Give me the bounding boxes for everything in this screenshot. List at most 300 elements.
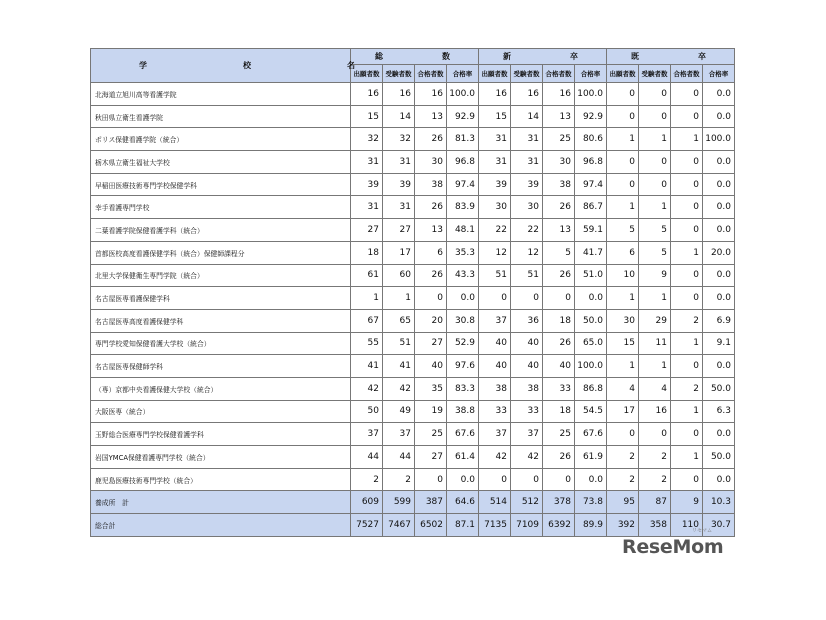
applicants-cell: 51: [479, 264, 511, 287]
examinees-cell: 0: [639, 173, 671, 196]
passed-cell: 16: [415, 83, 447, 106]
passed-cell: 378: [543, 491, 575, 514]
applicants-cell: 31: [479, 151, 511, 174]
pass-rate-cell: 9.1: [703, 332, 735, 355]
passed-cell: 26: [543, 446, 575, 469]
summary-row: [91, 514, 735, 537]
applicants-cell: 609: [351, 491, 383, 514]
applicants-cell: 0: [607, 151, 639, 174]
examinees-cell: 27: [383, 219, 415, 242]
examinees-cell: 512: [511, 491, 543, 514]
pass-rate-cell: 0.0: [703, 264, 735, 287]
examinees-cell: 1: [639, 128, 671, 151]
applicants-cell: 61: [351, 264, 383, 287]
results-table: [90, 48, 735, 537]
passed-cell: 26: [543, 264, 575, 287]
applicants-cell: 17: [607, 400, 639, 423]
pass-rate-cell: 52.9: [447, 332, 479, 355]
passed-cell: 0: [671, 151, 703, 174]
applicants-cell: 50: [351, 400, 383, 423]
school-name-cell: 岩国YMCA保健看護専門学校（統合）: [91, 446, 351, 469]
table-body: [91, 83, 735, 537]
applicants-cell: 27: [351, 219, 383, 242]
passed-cell: 1: [671, 241, 703, 264]
applicants-cell: 16: [351, 83, 383, 106]
pass-rate-cell: 96.8: [447, 151, 479, 174]
school-header-char: 校: [243, 61, 251, 70]
school-name-header: [91, 49, 355, 83]
pass-rate-cell: 97.4: [447, 173, 479, 196]
pass-rate-cell: 20.0: [703, 241, 735, 264]
table-row: [91, 468, 735, 491]
applicants-cell: 31: [479, 128, 511, 151]
school-name-cell: 名古屋医専保健師学科: [91, 355, 351, 378]
applicants-cell: 31: [351, 151, 383, 174]
passed-cell: 387: [415, 491, 447, 514]
school-name-cell: 総合計: [91, 514, 351, 537]
pass-rate-cell: 92.9: [575, 105, 607, 128]
table-row: [91, 128, 735, 151]
examinees-cell: 0: [639, 105, 671, 128]
col-header-examinees: 受験者数: [383, 65, 415, 83]
examinees-cell: 41: [383, 355, 415, 378]
school-name-cell: 専門学校愛知保健看護大学校（統合）: [91, 332, 351, 355]
examinees-cell: 40: [511, 355, 543, 378]
examinees-cell: 31: [383, 196, 415, 219]
passed-cell: 0: [671, 355, 703, 378]
table-row: [91, 446, 735, 469]
school-name-cell: ポリス保健看護学院（統合）: [91, 128, 351, 151]
applicants-cell: 42: [479, 446, 511, 469]
examinees-cell: 0: [511, 287, 543, 310]
pass-rate-cell: 50.0: [703, 377, 735, 400]
applicants-cell: 40: [479, 355, 511, 378]
examinees-cell: 9: [639, 264, 671, 287]
table-row: [91, 332, 735, 355]
table-row: [91, 105, 735, 128]
school-name-cell: 栃木県立衛生福祉大学校: [91, 151, 351, 174]
examinees-cell: 12: [511, 241, 543, 264]
applicants-cell: 1: [607, 196, 639, 219]
pass-rate-cell: 83.3: [447, 377, 479, 400]
applicants-cell: 0: [607, 105, 639, 128]
table-row: [91, 355, 735, 378]
examinees-cell: 49: [383, 400, 415, 423]
resemom-logo: ReseMom: [622, 536, 724, 558]
pass-rate-cell: 0.0: [703, 219, 735, 242]
passed-cell: 0: [671, 287, 703, 310]
pass-rate-cell: 0.0: [703, 105, 735, 128]
passed-cell: 26: [543, 196, 575, 219]
school-name-cell: 玉野総合医療専門学校保健看護学科: [91, 423, 351, 446]
passed-cell: 25: [415, 423, 447, 446]
col-header-passed: 合格者数: [671, 65, 703, 83]
applicants-cell: 18: [351, 241, 383, 264]
passed-cell: 0: [671, 105, 703, 128]
pass-rate-cell: 100.0: [575, 83, 607, 106]
pass-rate-cell: 30.8: [447, 309, 479, 332]
col-header-examinees: 受験者数: [511, 65, 543, 83]
applicants-cell: 5: [607, 219, 639, 242]
pass-rate-cell: 0.0: [703, 196, 735, 219]
pass-rate-cell: 80.6: [575, 128, 607, 151]
applicants-cell: 67: [351, 309, 383, 332]
passed-cell: 13: [543, 219, 575, 242]
pass-rate-cell: 0.0: [703, 468, 735, 491]
examinees-cell: 36: [511, 309, 543, 332]
school-name-cell: 首都医校高度看護保健学科（統合）保健師課程分: [91, 241, 351, 264]
pass-rate-cell: 65.0: [575, 332, 607, 355]
passed-cell: 110: [671, 514, 703, 537]
pass-rate-cell: 35.3: [447, 241, 479, 264]
pass-rate-cell: 0.0: [575, 468, 607, 491]
passed-cell: 27: [415, 332, 447, 355]
pass-rate-cell: 50.0: [575, 309, 607, 332]
pass-rate-cell: 97.6: [447, 355, 479, 378]
pass-rate-cell: 0.0: [447, 287, 479, 310]
examinees-cell: 39: [511, 173, 543, 196]
examinees-cell: 22: [511, 219, 543, 242]
passed-cell: 25: [543, 423, 575, 446]
passed-cell: 0: [415, 468, 447, 491]
applicants-cell: 7135: [479, 514, 511, 537]
applicants-cell: 30: [607, 309, 639, 332]
pass-rate-cell: 81.3: [447, 128, 479, 151]
applicants-cell: 0: [607, 173, 639, 196]
school-name-cell: 幸手看護専門学校: [91, 196, 351, 219]
applicants-cell: 0: [479, 468, 511, 491]
examinees-cell: 51: [511, 264, 543, 287]
col-header-pass-rate: 合格率: [575, 65, 607, 83]
table-row: [91, 151, 735, 174]
passed-cell: 30: [543, 151, 575, 174]
pass-rate-cell: 100.0: [447, 83, 479, 106]
passed-cell: 26: [543, 332, 575, 355]
table-row: [91, 241, 735, 264]
examinees-cell: 44: [383, 446, 415, 469]
applicants-cell: 42: [351, 377, 383, 400]
examinees-cell: 2: [639, 468, 671, 491]
passed-cell: 20: [415, 309, 447, 332]
examinees-cell: 65: [383, 309, 415, 332]
table-header: [91, 49, 735, 83]
table-row: [91, 423, 735, 446]
pass-rate-cell: 86.8: [575, 377, 607, 400]
examinees-cell: 30: [511, 196, 543, 219]
examinees-cell: 1: [639, 196, 671, 219]
examinees-cell: 2: [639, 446, 671, 469]
pass-rate-cell: 0.0: [703, 287, 735, 310]
col-header-examinees: 受験者数: [639, 65, 671, 83]
passed-cell: 38: [543, 173, 575, 196]
examinees-cell: 14: [511, 105, 543, 128]
applicants-cell: 37: [479, 423, 511, 446]
examinees-cell: 11: [639, 332, 671, 355]
pass-rate-cell: 67.6: [447, 423, 479, 446]
examinees-cell: 16: [639, 400, 671, 423]
passed-cell: 5: [543, 241, 575, 264]
passed-cell: 0: [671, 264, 703, 287]
examinees-cell: 7467: [383, 514, 415, 537]
applicants-cell: 95: [607, 491, 639, 514]
passed-cell: 0: [671, 219, 703, 242]
school-name-cell: 大阪医専（統合）: [91, 400, 351, 423]
applicants-cell: 0: [479, 287, 511, 310]
applicants-cell: 2: [607, 446, 639, 469]
passed-cell: 6502: [415, 514, 447, 537]
school-name-cell: 二葉看護学院保健看護学科（統合）: [91, 219, 351, 242]
summary-row: [91, 491, 735, 514]
table-row: [91, 264, 735, 287]
passed-cell: 0: [671, 423, 703, 446]
school-name-cell: 鹿児島医療技術専門学校（統合）: [91, 468, 351, 491]
pass-rate-cell: 51.0: [575, 264, 607, 287]
examinees-cell: 29: [639, 309, 671, 332]
applicants-cell: 4: [607, 377, 639, 400]
applicants-cell: 1: [607, 287, 639, 310]
examinees-cell: 40: [511, 332, 543, 355]
passed-cell: 6: [415, 241, 447, 264]
examinees-cell: 7109: [511, 514, 543, 537]
applicants-cell: 7527: [351, 514, 383, 537]
school-name-cell: 養成所 計: [91, 491, 351, 514]
examinees-cell: 0: [639, 151, 671, 174]
passed-cell: 0: [671, 83, 703, 106]
examinees-cell: 1: [383, 287, 415, 310]
pass-rate-cell: 87.1: [447, 514, 479, 537]
pass-rate-cell: 41.7: [575, 241, 607, 264]
examinees-cell: 16: [383, 83, 415, 106]
passed-cell: 2: [671, 309, 703, 332]
pass-rate-cell: 0.0: [703, 355, 735, 378]
passed-cell: 1: [671, 400, 703, 423]
applicants-cell: 15: [607, 332, 639, 355]
col-header-passed: 合格者数: [543, 65, 575, 83]
examinees-cell: 51: [383, 332, 415, 355]
pass-rate-cell: 61.9: [575, 446, 607, 469]
passed-cell: 30: [415, 151, 447, 174]
examinees-cell: 87: [639, 491, 671, 514]
examinees-cell: 31: [511, 151, 543, 174]
passed-cell: 9: [671, 491, 703, 514]
pass-rate-cell: 6.9: [703, 309, 735, 332]
pass-rate-cell: 100.0: [575, 355, 607, 378]
examinees-cell: 33: [511, 400, 543, 423]
col-header-pass-rate: 合格率: [447, 65, 479, 83]
passed-cell: 0: [543, 468, 575, 491]
examinees-cell: 0: [639, 423, 671, 446]
group-header-new-grad: 新 卒: [479, 49, 607, 65]
examinees-cell: 1: [639, 355, 671, 378]
table-row: [91, 377, 735, 400]
passed-cell: 13: [415, 219, 447, 242]
school-name-cell: 早稲田医療技術専門学校保健学科: [91, 173, 351, 196]
applicants-cell: 1: [607, 128, 639, 151]
passed-cell: 26: [415, 264, 447, 287]
applicants-cell: 32: [351, 128, 383, 151]
applicants-cell: 12: [479, 241, 511, 264]
passed-cell: 40: [543, 355, 575, 378]
passed-cell: 38: [415, 173, 447, 196]
applicants-cell: 22: [479, 219, 511, 242]
examinees-cell: 5: [639, 219, 671, 242]
pass-rate-cell: 100.0: [703, 128, 735, 151]
pass-rate-cell: 43.3: [447, 264, 479, 287]
pass-rate-cell: 0.0: [703, 423, 735, 446]
examinees-cell: 37: [511, 423, 543, 446]
passed-cell: 40: [415, 355, 447, 378]
pass-rate-cell: 50.0: [703, 446, 735, 469]
pass-rate-cell: 0.0: [703, 151, 735, 174]
table-row: [91, 287, 735, 310]
examinees-cell: 599: [383, 491, 415, 514]
pass-rate-cell: 97.4: [575, 173, 607, 196]
pass-rate-cell: 83.9: [447, 196, 479, 219]
passed-cell: 2: [671, 377, 703, 400]
passed-cell: 0: [671, 196, 703, 219]
table-row: [91, 219, 735, 242]
applicants-cell: 15: [479, 105, 511, 128]
examinees-cell: 2: [383, 468, 415, 491]
school-header-char: 学: [139, 61, 147, 70]
examinees-cell: 4: [639, 377, 671, 400]
examinees-cell: 17: [383, 241, 415, 264]
pass-rate-cell: 30.7: [703, 514, 735, 537]
applicants-cell: 41: [351, 355, 383, 378]
passed-cell: 18: [543, 309, 575, 332]
passed-cell: 0: [415, 287, 447, 310]
pass-rate-cell: 64.6: [447, 491, 479, 514]
pass-rate-cell: 92.9: [447, 105, 479, 128]
passed-cell: 13: [415, 105, 447, 128]
examinees-cell: 0: [639, 83, 671, 106]
passed-cell: 33: [543, 377, 575, 400]
applicants-cell: 0: [607, 83, 639, 106]
pass-rate-cell: 0.0: [703, 83, 735, 106]
group-header-total: 総 数: [351, 49, 479, 65]
passed-cell: 25: [543, 128, 575, 151]
examinees-cell: 42: [383, 377, 415, 400]
table-row: [91, 309, 735, 332]
passed-cell: 27: [415, 446, 447, 469]
examinees-cell: 0: [511, 468, 543, 491]
examinees-cell: 32: [383, 128, 415, 151]
examinees-cell: 16: [511, 83, 543, 106]
pass-rate-cell: 89.9: [575, 514, 607, 537]
pass-rate-cell: 67.6: [575, 423, 607, 446]
applicants-cell: 6: [607, 241, 639, 264]
applicants-cell: 38: [479, 377, 511, 400]
school-name-cell: 秋田県立衛生看護学院: [91, 105, 351, 128]
applicants-cell: 1: [351, 287, 383, 310]
passed-cell: 19: [415, 400, 447, 423]
pass-rate-cell: 73.8: [575, 491, 607, 514]
passed-cell: 0: [543, 287, 575, 310]
applicants-cell: 15: [351, 105, 383, 128]
passed-cell: 1: [671, 128, 703, 151]
applicants-cell: 55: [351, 332, 383, 355]
passed-cell: 0: [671, 468, 703, 491]
pass-rate-cell: 96.8: [575, 151, 607, 174]
applicants-cell: 514: [479, 491, 511, 514]
examinees-cell: 42: [511, 446, 543, 469]
applicants-cell: 37: [479, 309, 511, 332]
passed-cell: 1: [671, 332, 703, 355]
applicants-cell: 16: [479, 83, 511, 106]
applicants-cell: 33: [479, 400, 511, 423]
applicants-cell: 0: [607, 423, 639, 446]
passed-cell: 6392: [543, 514, 575, 537]
passed-cell: 13: [543, 105, 575, 128]
applicants-cell: 44: [351, 446, 383, 469]
col-header-applicants: 出願者数: [479, 65, 511, 83]
pass-rate-cell: 59.1: [575, 219, 607, 242]
table-row: [91, 83, 735, 106]
passed-cell: 26: [415, 128, 447, 151]
examinees-cell: 5: [639, 241, 671, 264]
examinees-cell: 39: [383, 173, 415, 196]
passed-cell: 16: [543, 83, 575, 106]
logo-ruby: リセマム: [692, 528, 712, 534]
pass-rate-cell: 0.0: [575, 287, 607, 310]
pass-rate-cell: 6.3: [703, 400, 735, 423]
school-name-cell: 名古屋医専看護保健学科: [91, 287, 351, 310]
examinees-cell: 358: [639, 514, 671, 537]
applicants-cell: 30: [479, 196, 511, 219]
col-header-pass-rate: 合格率: [703, 65, 735, 83]
col-header-passed: 合格者数: [415, 65, 447, 83]
passed-cell: 35: [415, 377, 447, 400]
applicants-cell: 40: [479, 332, 511, 355]
school-name-cell: 北海道立旭川高等看護学院: [91, 83, 351, 106]
pass-rate-cell: 86.7: [575, 196, 607, 219]
pass-rate-cell: 61.4: [447, 446, 479, 469]
examinees-cell: 38: [511, 377, 543, 400]
passed-cell: 18: [543, 400, 575, 423]
applicants-cell: 2: [351, 468, 383, 491]
applicants-cell: 1: [607, 355, 639, 378]
passed-cell: 0: [671, 173, 703, 196]
school-name-cell: 北里大学保健衛生専門学院（統合）: [91, 264, 351, 287]
passed-cell: 1: [671, 446, 703, 469]
table-row: [91, 196, 735, 219]
pass-rate-cell: 54.5: [575, 400, 607, 423]
applicants-cell: 39: [479, 173, 511, 196]
examinees-cell: 1: [639, 287, 671, 310]
passed-cell: 26: [415, 196, 447, 219]
pass-rate-cell: 0.0: [447, 468, 479, 491]
applicants-cell: 39: [351, 173, 383, 196]
pass-rate-cell: 10.3: [703, 491, 735, 514]
examinees-cell: 37: [383, 423, 415, 446]
examinees-cell: 31: [383, 151, 415, 174]
pass-rate-cell: 38.8: [447, 400, 479, 423]
table-row: [91, 400, 735, 423]
col-header-applicants: 出願者数: [607, 65, 639, 83]
examinees-cell: 60: [383, 264, 415, 287]
school-name-cell: （専）京都中央看護保健大学校（統合）: [91, 377, 351, 400]
group-header-prior-grad: 既 卒: [607, 49, 735, 65]
school-header-char: 名: [347, 61, 355, 70]
applicants-cell: 10: [607, 264, 639, 287]
applicants-cell: 37: [351, 423, 383, 446]
applicants-cell: 2: [607, 468, 639, 491]
pass-rate-cell: 0.0: [703, 173, 735, 196]
examinees-cell: 31: [511, 128, 543, 151]
examinees-cell: 14: [383, 105, 415, 128]
table-row: [91, 173, 735, 196]
pass-rate-cell: 48.1: [447, 219, 479, 242]
